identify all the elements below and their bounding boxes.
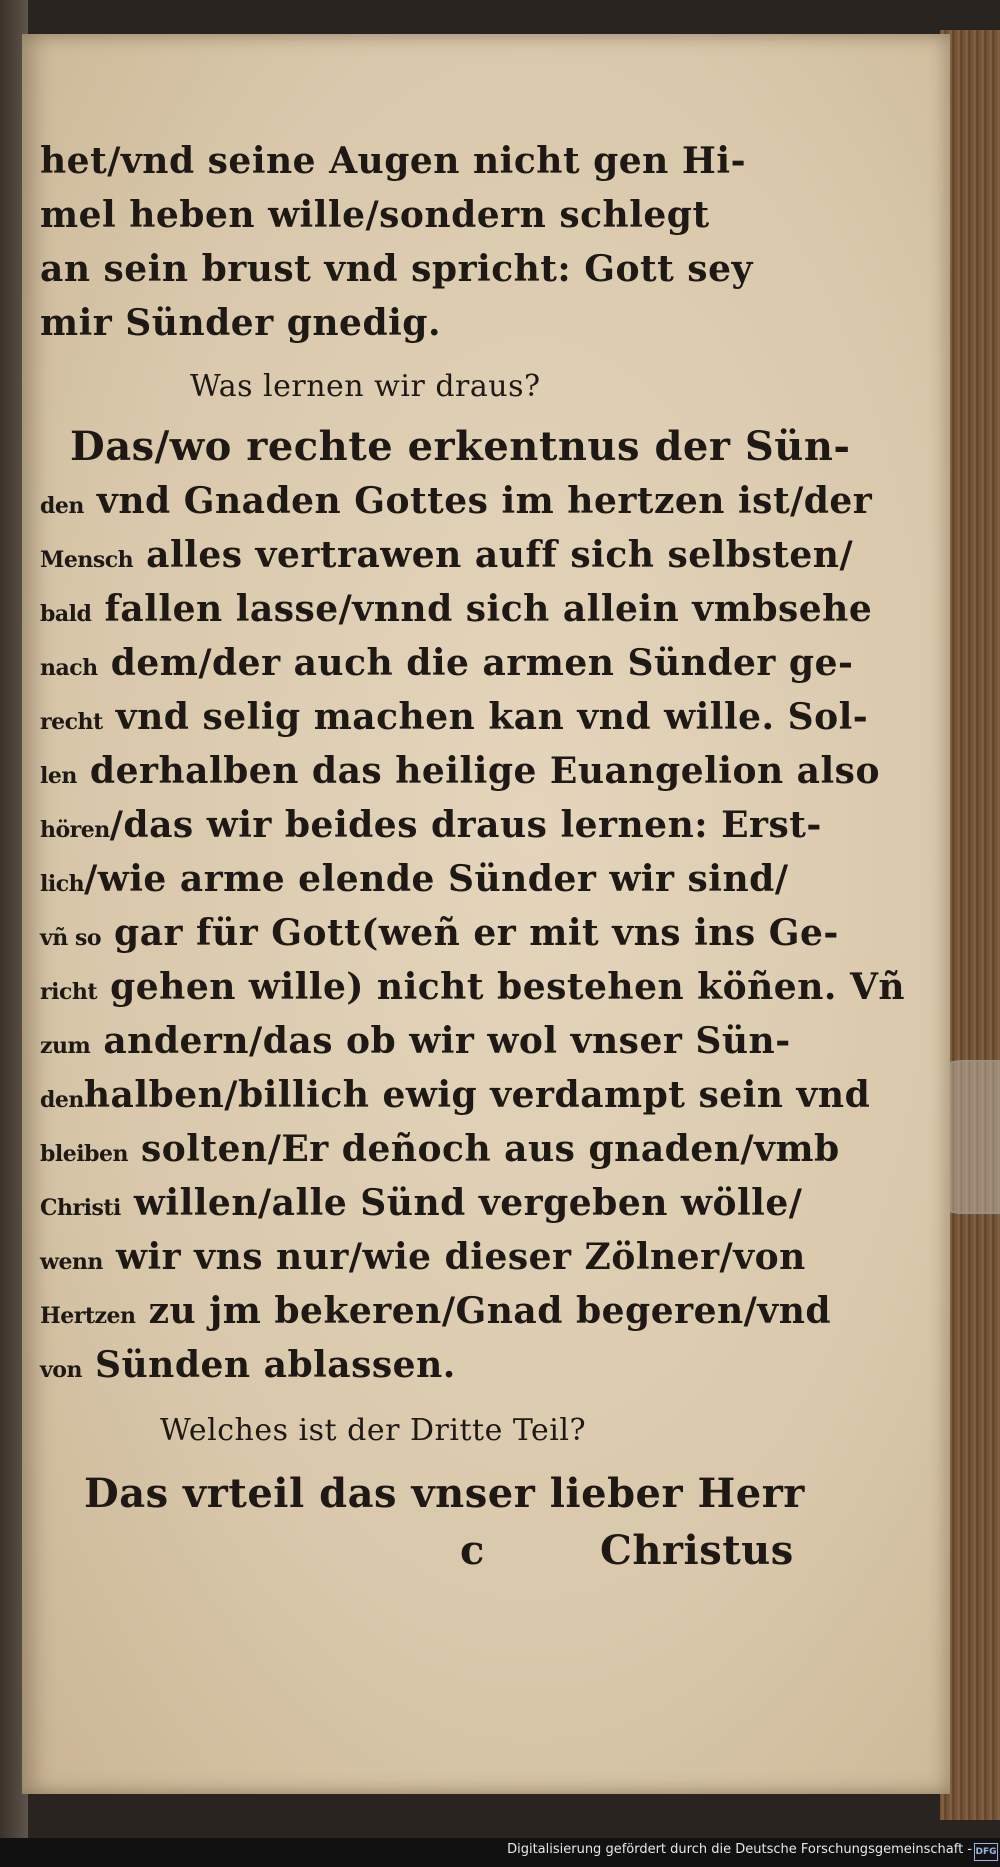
text-line — [40, 1338, 830, 1392]
text-line — [40, 420, 851, 474]
margin-word: bleiben — [40, 1141, 128, 1167]
text-line: mir Sünder gnedig. — [40, 302, 441, 344]
line-text: /das wir beides draus lernen: Erst- — [109, 804, 822, 846]
text-line — [40, 1068, 871, 1122]
text-line: mel heben wille/sondern schlegt — [40, 194, 710, 236]
margin-word: Hertzen — [40, 1303, 136, 1329]
text-line — [40, 852, 830, 906]
margin-word: richt — [40, 979, 98, 1005]
line-text: halben/billich ewig verdampt sein vnd — [83, 1074, 871, 1116]
line-text: Sünden ablassen. — [95, 1344, 456, 1386]
text-line — [40, 582, 873, 636]
line-text: gehen wille) nicht bestehen köñen. Vñ — [110, 966, 906, 1008]
question-heading: Welches ist der Dritte Teil? — [160, 1413, 587, 1448]
text-line — [40, 1122, 840, 1176]
line-text: alles vertrawen auff sich selbsten/ — [146, 534, 854, 576]
margin-word: Christi — [40, 1195, 121, 1221]
line-text: vnd Gnaden Gottes im hertzen ist/der — [96, 480, 873, 522]
margin-word: vñ so — [40, 925, 101, 951]
catchword: Christus — [600, 1527, 794, 1574]
margin-word: den — [40, 1087, 84, 1113]
line-text: gar für Gott(weñ er mit vns ins Ge- — [114, 912, 839, 954]
margin-word: hören — [40, 817, 110, 843]
line-text: vnd selig machen kan vnd wille. Sol- — [115, 696, 869, 738]
text-line — [40, 690, 869, 744]
text-line — [40, 906, 839, 960]
margin-word: von — [40, 1357, 82, 1383]
text-line — [40, 1014, 830, 1068]
book-page — [22, 34, 950, 1794]
text-line — [40, 744, 880, 798]
text-line — [40, 474, 873, 528]
line-text: andern/das ob wir wol vnser Sün- — [103, 1020, 791, 1062]
margin-word: zum — [40, 1033, 91, 1059]
margin-word: bald — [40, 601, 92, 627]
line-text: /wie arme elende Sünder wir sind/ — [84, 858, 789, 900]
margin-word: lich — [40, 871, 85, 897]
margin-word: Mensch — [40, 547, 134, 573]
line-text: zu jm bekeren/Gnad begeren/vnd — [148, 1290, 832, 1332]
line-text: willen/alle Sünd vergeben wölle/ — [133, 1182, 803, 1224]
text-line: Das vrteil das vnser lieber Herr — [84, 1470, 805, 1517]
page-footer-row — [40, 1524, 830, 1584]
line-text: solten/Er deñoch aus gnaden/vmb — [141, 1128, 840, 1170]
text-line — [40, 960, 906, 1014]
line-text: dem/der auch die armen Sünder ge- — [110, 642, 854, 684]
text-line: het/vnd seine Augen nicht gen Hi- — [40, 140, 747, 182]
page-text — [40, 134, 906, 1584]
margin-word: len — [40, 763, 77, 789]
funding-note: Digitalisierung gefördert durch die Deutsche Forschungsgemeinschaft - — [507, 1842, 972, 1857]
margin-word: recht — [40, 709, 103, 735]
text-line — [40, 636, 854, 690]
line-text: Das/wo rechte erkentnus der Sün- — [70, 423, 851, 470]
text-line — [40, 798, 830, 852]
margin-word: den — [40, 493, 84, 519]
text-line — [40, 528, 854, 582]
line-text: derhalben das heilige Euangelion also — [89, 750, 880, 792]
funding-footer — [0, 1838, 1000, 1867]
text-line: an sein brust vnd spricht: Gott sey — [40, 248, 753, 290]
text-line — [40, 1230, 830, 1284]
dfg-logo: DFG — [974, 1843, 998, 1861]
text-line — [40, 1284, 830, 1338]
margin-word: nach — [40, 655, 98, 681]
signature-mark: c — [460, 1527, 485, 1574]
margin-word: wenn — [40, 1249, 103, 1275]
question-heading: Was lernen wir draus? — [190, 369, 541, 404]
text-line — [40, 1176, 830, 1230]
line-text: wir vns nur/wie dieser Zölner/von — [115, 1236, 806, 1278]
line-text: fallen lasse/vnnd sich allein vmbsehe — [104, 588, 873, 630]
